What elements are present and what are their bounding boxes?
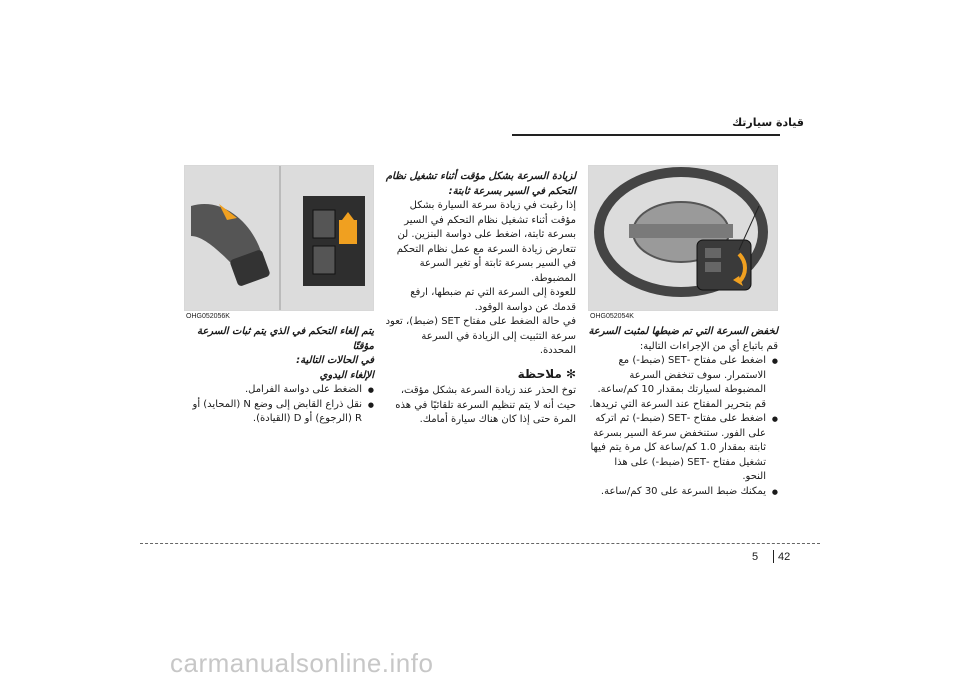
list-item: ● اضغط على مفتاح -SET (ضبط-) مع الاستمرار. سوف تنخفض السرعة المضبوطة لسيارتك بمقدار 10 كم/ساعة. قم بتحرير المفتاح عند السرعة التي تريدها. [588, 354, 778, 412]
pedal-and-switch-illustration [185, 166, 373, 310]
image-code-right: OHG052054K [590, 313, 634, 320]
list-item: ● يمكنك ضبط السرعة على 30 كم/ساعة. [588, 485, 778, 500]
note-label: ✻ ملاحظة [517, 366, 576, 381]
steering-wheel-illustration [589, 166, 777, 310]
image-code-left: OHG052056K [186, 313, 230, 320]
middle-column-text [384, 170, 576, 428]
left-subheading: الإلغاء اليدوي [319, 369, 374, 381]
page-number: 42 [778, 551, 791, 563]
middle-title-line2: التحكم في السير بسرعة ثابتة: [448, 185, 576, 197]
section-number: 5 [752, 551, 759, 563]
page-separator [773, 550, 774, 563]
list-item: ● اضغط على مفتاح -SET (ضبط-) ثم اتركه على الفور. ستنخفض سرعة السير بسرعة ثابتة بمقدار 1.0 كم/ساعة كل مرة يتم فيها تشغيل مفتاح -SET (ضبط-) على هذا النحو. [588, 412, 778, 485]
list-item: ● نقل ذراع القابض إلى وضع N (المحايد) أو R (الرجوع) أو D (القيادة). [184, 398, 374, 427]
middle-title-line1: لزيادة السرعة بشكل مؤقت أثناء تشغيل نظام [385, 171, 576, 182]
left-title-line2: في الحالات التالية: [296, 355, 374, 366]
header-rule [512, 134, 780, 136]
footer-rule [140, 543, 820, 544]
left-title-line1: يتم إلغاء التحكم في الذي يتم ثبات السرعة مؤقتًا [196, 326, 374, 352]
right-column-intro: قم باتباع أي من الإجراءات التالية: [639, 340, 778, 352]
list-item: ● الضغط على دواسة الفرامل. [184, 383, 374, 398]
chapter-title: قيادة سيارتك [732, 116, 804, 129]
left-column-text [184, 325, 374, 427]
brake-pedal-photo [184, 165, 374, 311]
watermark: carmanualsonline.info [170, 648, 434, 678]
middle-paragraph-1: إذا رغبت في زيادة سرعة السيارة بشكل مؤقت أثناء تشغيل نظام التحكم في السير بسرعة ثابتة، اضغط على دواسة البنزين. لن تتعارض زيادة السرعة مع عمل نظام التحكم في السير بسرعة ثابتة أو تغير السرعة المضبوطة. [396, 200, 576, 284]
right-column-text [588, 325, 778, 499]
steering-wheel-photo [588, 165, 778, 311]
right-column-title: لخفض السرعة التي تم ضبطها لمثبت السرعة [588, 326, 778, 337]
note-text: توخ الحذر عند زيادة السرعة بشكل مؤقت، حيث أنه لا يتم تنظيم السرعة تلقائيًا في هذه المرة حتى إذا كان هناك سيارة أمامك. [395, 385, 576, 425]
middle-paragraph-3: في حالة الضغط على مفتاح SET (ضبط)، تعود سرعة التثبيت إلى الزيادة في السرعة المحددة. [385, 316, 576, 356]
middle-paragraph-2: للعودة إلى السرعة التي تم ضبطها، ارفع قدمك عن دواسة الوقود. [410, 287, 576, 313]
